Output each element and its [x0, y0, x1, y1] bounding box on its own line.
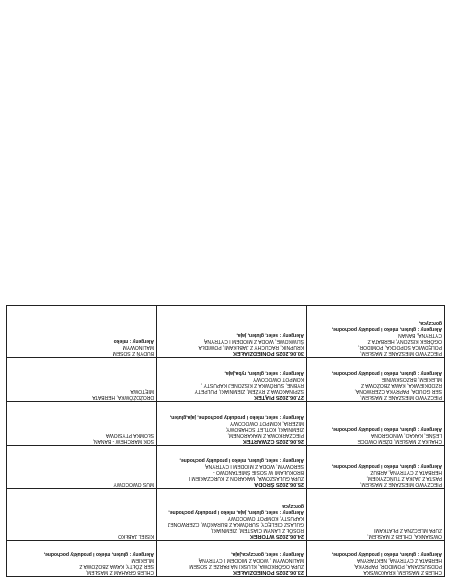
- snack-line: OGÓREK KISZONY, HERBATA Z: [367, 337, 442, 344]
- lunch-cell: [157, 401, 307, 445]
- lunch-cell: [157, 489, 307, 541]
- snack-line: CYTRYNĄ, BANAN: [398, 331, 442, 338]
- lunch-line: ZUPA GULASZOWA, MAKARON Z KURCZAKIEM I: [188, 475, 304, 482]
- menu-row: [7, 357, 445, 401]
- lunch-allergens: Alergeny : seler, gluten, mleko i produkty pochodne,: [179, 457, 304, 464]
- snack-line: PIECZYWO MIESZANE Z MASŁEM,: [360, 393, 442, 400]
- lunch-line: ROSÓŁ Z LANYM CIASTEM, ZIEMNIAKI,: [210, 527, 304, 534]
- breakfast-line: SER ŻÓŁTY, KAWA ZBOŻOWA Z: [79, 563, 154, 569]
- lunch-line: SZPINAKOWA Z RYŻEM, ZIEMNIAKI, PULPETY: [194, 387, 304, 394]
- menu-date: 24.06.2025 WTOREK: [249, 533, 304, 540]
- lunch-line: KAPUSTY, KOMPOT OWOCOWY: [227, 515, 304, 522]
- snack-cell: [307, 489, 445, 541]
- breakfast-cell: [7, 306, 157, 358]
- snack-line: POLĘDWICA SOPOCKA, POMIDOR,: [358, 343, 442, 350]
- snack-cell: [307, 357, 445, 401]
- lunch-allergens: Alergeny : seler, gluten, jaja, mleko i produkty pochodne, gorczyca: [168, 503, 304, 516]
- snack-line: CHAŁKA Z MASŁEM, DŻEM OWOCE: [357, 437, 442, 444]
- breakfast-line: MALINOWYM: [122, 343, 154, 350]
- lunch-line: GULASZ CIELĘCY, SURÓWKA Z BURAKÓW, CZERWONEJ: [167, 521, 304, 528]
- snack-line: LEŚNE, KAKAO, WINOGRONA: [370, 431, 442, 438]
- menu-row: [7, 306, 445, 358]
- snack-allergens: Alergeny : gluten, mleko i produkty pochodne,: [331, 551, 442, 557]
- menu-date: 23.06.2025 PONIEDZIAŁEK: [232, 569, 304, 575]
- snack-line: RZODKIEWKA, KAWA ZBOŻOWA Z: [360, 381, 442, 388]
- lunch-line: BROKUŁAMI W SOSIE ŚMIETANOWO -: [212, 469, 304, 476]
- snack-line: PODSUSZANA, POMIDOR, PAPRYKA,: [353, 563, 442, 569]
- lunch-cell: [157, 306, 307, 358]
- lunch-cell: [157, 445, 307, 489]
- breakfast-cell: [7, 541, 157, 577]
- snack-allergens: Alergeny : gluten, mleko i produkty pochodne,: [331, 369, 442, 376]
- lunch-line: ZIEMNIAKI, KOTLET SCHABOWY,: [225, 425, 304, 432]
- menu-row: [7, 445, 445, 489]
- snack-allergens: Alergeny : gluten, mleko i produkty pochodne,: [331, 425, 442, 432]
- menu-date: 26.06.2025 CZWARTEK: [242, 437, 304, 444]
- lunch-line: ŚLIWKOWE, WODA Z MIODEM I CYTRYNĄ: [204, 337, 304, 344]
- lunch-allergens: Alergeny : seler, gluten, jaja,: [236, 331, 304, 338]
- menu-row: [7, 541, 445, 577]
- snack-line: CHLEB Z MASŁEM, KRAKOWSKA: [363, 569, 442, 575]
- snack-allergens: Alergeny : gluten, mleko i produkty pochodne,: [331, 463, 442, 470]
- breakfast-line: MUS OWOCOWY: [113, 481, 154, 488]
- breakfast-line: SOK MARCHEW - BANAN,: [92, 437, 154, 444]
- snack-line: SER GOUDA, PAPRYKA CZERWONA,: [354, 387, 442, 394]
- breakfast-line: MLEKIEM: [131, 557, 154, 563]
- lunch-allergens: Alergeny : seler, mleko i produkty pochodne, jaja,gluten,: [169, 413, 304, 420]
- snack-allergens: Alergeny : gluten, mleko i produkty pochodne, gorczyca,: [331, 319, 442, 332]
- breakfast-cell: [7, 401, 157, 445]
- breakfast-allergens: Alergeny : gluten, mleko i produkty pochodne,: [43, 551, 154, 557]
- lunch-line: MIZERIA, KOMPOT OWOCOWY: [229, 419, 304, 426]
- lunch-cell: [157, 541, 307, 577]
- lunch-line: KRUPNIK, RACUCHY Z JABŁKAMI, POWIDŁA: [198, 343, 304, 350]
- snack-line: HERBATA Z CYTRYNĄ, ARBUZ: [370, 469, 442, 476]
- breakfast-line: BUDYŃ Z SOSEM: [112, 349, 154, 356]
- lunch-cell: [157, 357, 307, 401]
- snack-line: OWSIANKA, CHLEB Z MASŁEM,: [367, 533, 442, 540]
- lunch-allergens: Alergeny : seler, gorczyca,jaja,: [231, 551, 304, 557]
- menu-row: [7, 489, 445, 541]
- breakfast-line: KISIEL JABŁKO: [118, 533, 154, 540]
- breakfast-line: CHLEB GRAHAM Z MASŁEM,: [85, 569, 154, 575]
- lunch-line: MALINOWYM , WODA Z MIODEM I CYTRYNĄ: [198, 557, 304, 563]
- snack-line: ZUPA MLECZNA Z PŁATKAMI: [374, 527, 442, 534]
- menu-date: 30.06.2025 PONIEDZIAŁEK: [232, 349, 304, 356]
- snack-cell: [307, 445, 445, 489]
- snack-line: PIECZYWO MIESZANE Z MASŁEM,: [360, 481, 442, 488]
- breakfast-allergens: Alergeny : mleko: [113, 337, 154, 344]
- snack-cell: [307, 541, 445, 577]
- lunch-line: KOMPOT OWOCOWY: [252, 375, 304, 382]
- weekly-menu-table: [6, 305, 445, 577]
- menu-row: [7, 401, 445, 445]
- breakfast-line: SŁOMKA PTYSIOWA: [105, 431, 154, 438]
- snack-cell: [307, 306, 445, 358]
- snack-line: HERBATA Z CYTRYNĄ, NEKTARYNA: [356, 557, 442, 563]
- snack-line: MLEKIEM, BRZOSKWINIE: [381, 375, 442, 382]
- breakfast-cell: [7, 357, 157, 401]
- lunch-line: ZUPA OGÓRKOWA, KLUSKI NA PARZE Z SOSEM: [189, 563, 304, 569]
- lunch-line: PIECZARKOWA Z MAKARONEM,: [227, 431, 304, 438]
- breakfast-line: DROŻDŻÓWKA, HERBATA: [92, 393, 154, 400]
- breakfast-line: MIĘTOWA: [130, 387, 154, 394]
- lunch-line: RYBNE, SURÓWKA Z KISZONEJ KAPUSTY ,: [200, 381, 304, 388]
- menu-date: 27.06.2025 PIĄTEK: [253, 393, 304, 400]
- snack-cell: [307, 401, 445, 445]
- menu-table-body: [7, 306, 445, 577]
- snack-line: PASTA Z JAJKA Z TUŃCZYKIEM,: [366, 475, 442, 482]
- breakfast-cell: [7, 445, 157, 489]
- lunch-line: SEROWYM, WODA Z MIODEM I CYTRYNĄ: [205, 463, 304, 470]
- snack-line: PIECZYWO MIESZANE Z MASŁEM,: [360, 349, 442, 356]
- lunch-allergens: Alergeny : seler, gluten, ryba,jaja,: [224, 369, 304, 376]
- breakfast-cell: [7, 489, 157, 541]
- menu-date: 25.06.2025 ŚRODA: [254, 481, 304, 488]
